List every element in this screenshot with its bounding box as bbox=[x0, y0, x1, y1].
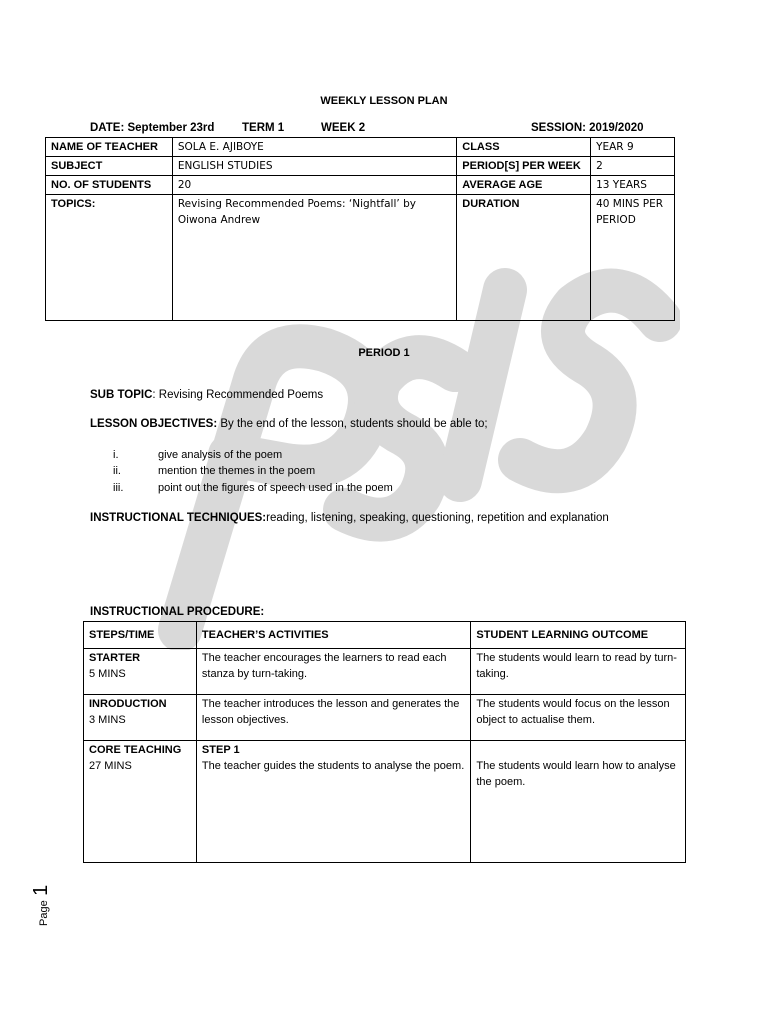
teacher-cell: The teacher introduces the lesson and generates the lesson objectives. bbox=[196, 695, 470, 741]
page-title: WEEKLY LESSON PLAN bbox=[320, 95, 448, 107]
label-cell: TOPICS: bbox=[46, 195, 173, 321]
week-text: WEEK 2 bbox=[321, 122, 366, 134]
page-number-footer bbox=[30, 880, 70, 930]
objectives-text: By the end of the lesson, students should be able to; bbox=[217, 418, 488, 430]
sub-topic-label: SUB TOPIC bbox=[90, 389, 153, 401]
value-cell: 40 MINS PER PERIOD bbox=[591, 195, 675, 321]
outcome-cell bbox=[471, 741, 686, 863]
table-row bbox=[84, 741, 686, 863]
table-row bbox=[84, 649, 686, 695]
period-heading: PERIOD 1 bbox=[358, 347, 410, 359]
value-cell: 2 bbox=[591, 157, 675, 176]
step-cell bbox=[84, 741, 197, 863]
techniques-text: reading, listening, speaking, questioning, repetition and explanation bbox=[266, 512, 609, 524]
procedure-heading bbox=[90, 606, 264, 618]
outcome-cell: The students would focus on the lesson object to actualise them. bbox=[471, 695, 686, 741]
objective-number: i. bbox=[113, 449, 119, 461]
sub-topic-line bbox=[90, 389, 323, 401]
techniques-label: INSTRUCTIONAL TECHNIQUES: bbox=[90, 512, 267, 524]
outcome-text: The students would learn how to analyse the poem. bbox=[476, 760, 676, 788]
page-number: 1 bbox=[30, 884, 52, 896]
objective-number: ii. bbox=[113, 465, 121, 477]
procedure-label: INSTRUCTIONAL PROCEDURE: bbox=[90, 606, 265, 618]
step-name: CORE TEACHING bbox=[89, 744, 182, 756]
step-time: 3 MINS bbox=[89, 714, 126, 726]
step-name: STARTER bbox=[89, 652, 141, 664]
label-cell: PERIOD[S] PER WEEK bbox=[457, 157, 591, 176]
page-rotated-label bbox=[30, 885, 53, 926]
label-cell: DURATION bbox=[457, 195, 591, 321]
objective-text: give analysis of the poem bbox=[158, 449, 283, 461]
step-label: STEP 1 bbox=[201, 744, 240, 756]
label-cell: CLASS bbox=[457, 138, 591, 157]
objective-text: mention the themes in the poem bbox=[158, 465, 316, 477]
value-cell: 13 YEARS bbox=[591, 176, 675, 195]
column-header: STUDENT LEARNING OUTCOME bbox=[471, 622, 686, 649]
sub-topic-text: : Revising Recommended Poems bbox=[152, 389, 324, 401]
label-cell: AVERAGE AGE bbox=[457, 176, 591, 195]
date-text: DATE: September 23rd bbox=[90, 122, 215, 134]
step-cell bbox=[84, 649, 197, 695]
table-row bbox=[46, 176, 675, 195]
table-row bbox=[46, 195, 675, 321]
table-header-row bbox=[84, 622, 686, 649]
table-row bbox=[84, 695, 686, 741]
label-cell: NO. OF STUDENTS bbox=[46, 176, 173, 195]
objective-number: iii. bbox=[113, 482, 124, 494]
table-row bbox=[46, 138, 675, 157]
table-row bbox=[46, 157, 675, 176]
techniques-line bbox=[90, 512, 609, 524]
procedure-table bbox=[83, 621, 686, 863]
outcome-cell: The students would learn to read by turn-taking. bbox=[471, 649, 686, 695]
value-cell: SOLA E. AJIBOYE bbox=[172, 138, 456, 157]
term-text: TERM 1 bbox=[242, 122, 285, 134]
column-header: STEPS/TIME bbox=[84, 622, 197, 649]
value-cell: 20 bbox=[172, 176, 456, 195]
step-time: 27 MINS bbox=[89, 760, 132, 772]
teacher-cell bbox=[196, 741, 470, 863]
objectives-line bbox=[90, 418, 488, 430]
lesson-info-table bbox=[45, 137, 675, 321]
step-time: 5 MINS bbox=[89, 668, 126, 680]
teacher-activity: The teacher guides the students to analyse the poem. bbox=[201, 760, 465, 772]
objective-text: point out the figures of speech used in the poem bbox=[158, 482, 393, 494]
label-cell: NAME OF TEACHER bbox=[46, 138, 173, 157]
value-cell: ENGLISH STUDIES bbox=[172, 157, 456, 176]
value-cell: YEAR 9 bbox=[591, 138, 675, 157]
step-cell bbox=[84, 695, 197, 741]
date-line bbox=[90, 122, 650, 136]
column-header: TEACHER’S ACTIVITIES bbox=[196, 622, 470, 649]
session-text: SESSION: 2019/2020 bbox=[531, 122, 644, 134]
value-cell: Revising Recommended Poems: ‘Nightfall’ by Oiwona Andrew bbox=[172, 195, 456, 321]
teacher-cell: The teacher encourages the learners to read each stanza by turn-taking. bbox=[196, 649, 470, 695]
step-name: INRODUCTION bbox=[89, 698, 167, 710]
label-cell: SUBJECT bbox=[46, 157, 173, 176]
page-word: Page bbox=[38, 900, 50, 926]
objectives-label: LESSON OBJECTIVES: bbox=[90, 418, 218, 430]
